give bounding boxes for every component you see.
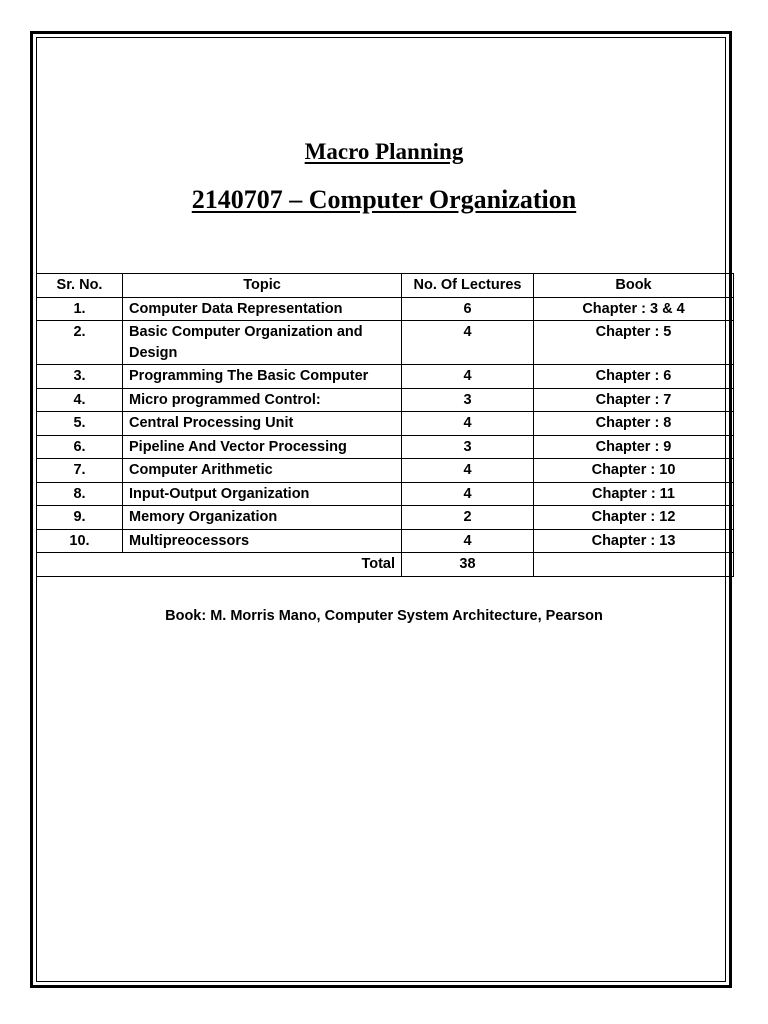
cell-book: Chapter : 11 xyxy=(534,482,734,506)
cell-sr-no: 8. xyxy=(37,482,123,506)
cell-book: Chapter : 3 & 4 xyxy=(534,297,734,321)
cell-lectures: 3 xyxy=(402,435,534,459)
table-row xyxy=(37,365,734,389)
cell-topic: Computer Data Representation xyxy=(123,297,402,321)
cell-lectures: 3 xyxy=(402,388,534,412)
cell-sr-no: 2. xyxy=(37,321,123,365)
header-topic: Topic xyxy=(123,274,402,298)
cell-topic: Programming The Basic Computer xyxy=(123,365,402,389)
cell-book: Chapter : 6 xyxy=(534,365,734,389)
cell-book: Chapter : 10 xyxy=(534,459,734,483)
cell-sr-no: 6. xyxy=(37,435,123,459)
cell-topic: Central Processing Unit xyxy=(123,412,402,436)
table-row xyxy=(37,297,734,321)
cell-book: Chapter : 9 xyxy=(534,435,734,459)
cell-topic: Memory Organization xyxy=(123,506,402,530)
table-row xyxy=(37,459,734,483)
cell-topic: Input-Output Organization xyxy=(123,482,402,506)
table-row xyxy=(37,529,734,553)
cell-topic: Basic Computer Organization and Design xyxy=(123,321,402,365)
table-header-row xyxy=(37,274,734,298)
cell-sr-no: 9. xyxy=(37,506,123,530)
cell-sr-no: 3. xyxy=(37,365,123,389)
cell-book: Chapter : 13 xyxy=(534,529,734,553)
header-sr-no: Sr. No. xyxy=(37,274,123,298)
cell-sr-no: 5. xyxy=(37,412,123,436)
cell-lectures: 4 xyxy=(402,482,534,506)
cell-sr-no: 4. xyxy=(37,388,123,412)
total-row xyxy=(37,553,734,577)
table-row xyxy=(37,506,734,530)
total-label: Total xyxy=(37,553,402,577)
cell-lectures: 4 xyxy=(402,412,534,436)
cell-sr-no: 1. xyxy=(37,297,123,321)
cell-book: Chapter : 12 xyxy=(534,506,734,530)
course-title: 2140707 – Computer Organization xyxy=(191,185,577,214)
cell-topic: Pipeline And Vector Processing xyxy=(123,435,402,459)
cell-topic: Multipreocessors xyxy=(123,529,402,553)
cell-lectures: 4 xyxy=(402,365,534,389)
cell-lectures: 4 xyxy=(402,529,534,553)
cell-topic: Micro programmed Control: xyxy=(123,388,402,412)
cell-lectures: 6 xyxy=(402,297,534,321)
cell-lectures: 2 xyxy=(402,506,534,530)
cell-sr-no: 7. xyxy=(37,459,123,483)
table-row xyxy=(37,388,734,412)
cell-book: Chapter : 7 xyxy=(534,388,734,412)
table-row xyxy=(37,482,734,506)
header-lectures: No. Of Lectures xyxy=(402,274,534,298)
table-row xyxy=(37,435,734,459)
macro-planning-table xyxy=(36,273,734,577)
page-title: Macro Planning xyxy=(304,139,464,164)
book-reference: Book: M. Morris Mano, Computer System Architecture, Pearson xyxy=(165,608,603,624)
table-row xyxy=(37,321,734,365)
total-value: 38 xyxy=(402,553,534,577)
cell-lectures: 4 xyxy=(402,321,534,365)
cell-book: Chapter : 8 xyxy=(534,412,734,436)
cell-topic: Computer Arithmetic xyxy=(123,459,402,483)
cell-sr-no: 10. xyxy=(37,529,123,553)
cell-lectures: 4 xyxy=(402,459,534,483)
header-book: Book xyxy=(534,274,734,298)
total-book-empty xyxy=(534,553,734,577)
cell-book: Chapter : 5 xyxy=(534,321,734,365)
table-row xyxy=(37,412,734,436)
